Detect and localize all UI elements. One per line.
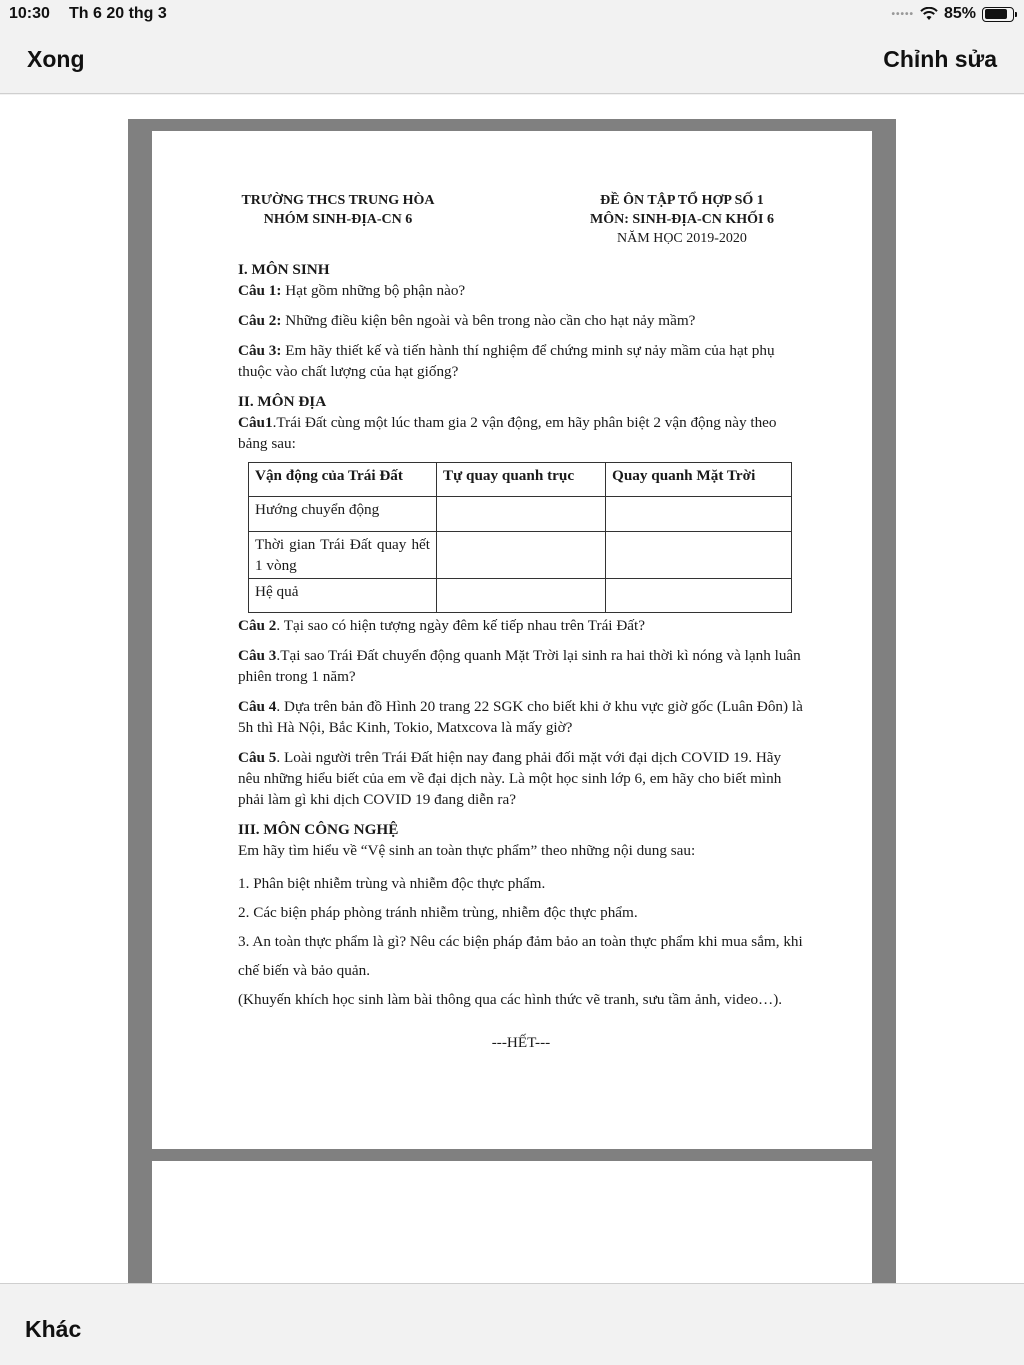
status-bar (0, 0, 1024, 28)
question: Câu 4. Dựa trên bản đồ Hình 20 trang 22 SGK cho biết khi ở khu vực giờ gốc (Luân Đôn) là 5h thì Hà Nội, Bắc Kinh, Tokio, Matxcova là mấy giờ? (238, 698, 803, 736)
document-page (152, 131, 872, 1149)
exam-subject: MÔN: SINH-ĐỊA-CN KHỐI 6 (590, 212, 774, 227)
table-cell (606, 579, 792, 613)
question: Câu 3.Tại sao Trái Đất chuyển động quanh Mặt Trời lại sinh ra hai thời kì nóng và lạnh luân phiên trong 1 năm? (238, 647, 801, 685)
table-row-label: Thời gian Trái Đất quay hết 1 vòng (249, 532, 437, 579)
group-name: NHÓM SINH-ĐỊA-CN 6 (263, 212, 413, 227)
table-row (249, 497, 792, 532)
edit-button[interactable]: Chỉnh sửa (883, 46, 997, 72)
next-page (152, 1161, 872, 1283)
question: Câu 3: Em hãy thiết kế và tiến hành thí nghiệm để chứng minh sự nảy mầm của hạt phụ thuộc vào chất lượng của hạt giống? (238, 342, 775, 380)
done-button[interactable]: Xong (27, 46, 85, 72)
section-title-biology: I. MÔN SINH (238, 261, 330, 278)
battery-percent: 85% (943, 5, 976, 22)
list-item: 2. Các biện pháp phòng tránh nhiễm trùng, nhiễm độc thực phẩm. (238, 904, 638, 921)
wifi-icon (920, 7, 938, 21)
table-row-label: Hệ quả (249, 579, 437, 613)
more-button[interactable]: Khác (25, 1316, 82, 1342)
nav-bar (0, 28, 1024, 94)
list-item: 1. Phân biệt nhiễm trùng và nhiễm độc thực phẩm. (238, 875, 546, 892)
table-header: Quay quanh Mặt Trời (606, 463, 792, 497)
bottom-toolbar (0, 1283, 1024, 1365)
table-header: Tự quay quanh trục (437, 463, 606, 497)
table-cell (606, 497, 792, 532)
table-row (249, 532, 792, 579)
document-frame (128, 119, 896, 1283)
earth-motion-table (248, 462, 792, 613)
document-viewer[interactable] (0, 95, 1024, 1283)
school-year: NĂM HỌC 2019-2020 (617, 231, 747, 246)
question: Câu 1: Hạt gồm những bộ phận nào? (238, 282, 466, 299)
document-content (238, 259, 804, 1053)
status-date: Th 6 20 thg 3 (69, 5, 167, 22)
question: Câu1.Trái Đất cùng một lúc tham gia 2 vận động, em hãy phân biệt 2 vận động này theo bảng sau: (238, 414, 777, 452)
table-cell (437, 579, 606, 613)
question: Câu 5. Loài người trên Trái Đất hiện nay đang phải đối mặt với đại dịch COVID 19. Hãy nêu những hiểu biết của em về đại dịch này. Là một học sinh lớp 6, em hãy cho biết mình phải làm gì khi dịch COVID 19 đang diễn ra? (238, 749, 782, 808)
table-cell (437, 532, 606, 579)
battery-fill (985, 9, 1008, 19)
technology-intro: Em hãy tìm hiểu về “Vệ sinh an toàn thực phẩm” theo những nội dung sau: (238, 842, 696, 859)
battery-icon (982, 7, 1014, 22)
exam-title: ĐỀ ÔN TẬP TỔ HỢP SỐ 1 (600, 193, 764, 208)
table-cell (437, 497, 606, 532)
header-right (572, 191, 792, 248)
table-header: Vận động của Trái Đất (249, 463, 437, 497)
school-name: TRƯỜNG THCS TRUNG HÒA (241, 193, 435, 208)
technology-section (238, 840, 804, 1014)
section-title-geography: II. MÔN ĐỊA (238, 393, 327, 410)
table-row (249, 579, 792, 613)
header-left (238, 191, 438, 229)
section-title-technology: III. MÔN CÔNG NGHỆ (238, 821, 399, 838)
status-time: 10:30 (9, 5, 50, 22)
table-cell (606, 532, 792, 579)
list-item: (Khuyến khích học sinh làm bài thông qua các hình thức vẽ tranh, sưu tầm ảnh, video…). (238, 991, 783, 1008)
table-row-label: Hướng chuyển động (249, 497, 437, 532)
signal-icon: ••••• (891, 8, 914, 20)
question: Câu 2: Những điều kiện bên ngoài và bên trong nào cần cho hạt nảy mầm? (238, 312, 696, 329)
status-indicators (891, 5, 1014, 23)
list-item: 3. An toàn thực phẩm là gì? Nêu các biện pháp đảm bảo an toàn thực phẩm khi mua sắm, khi chế biến và bảo quản. (238, 933, 803, 979)
end-marker: ---HẾT--- (491, 1034, 551, 1051)
question: Câu 2. Tại sao có hiện tượng ngày đêm kế tiếp nhau trên Trái Đất? (238, 617, 645, 634)
